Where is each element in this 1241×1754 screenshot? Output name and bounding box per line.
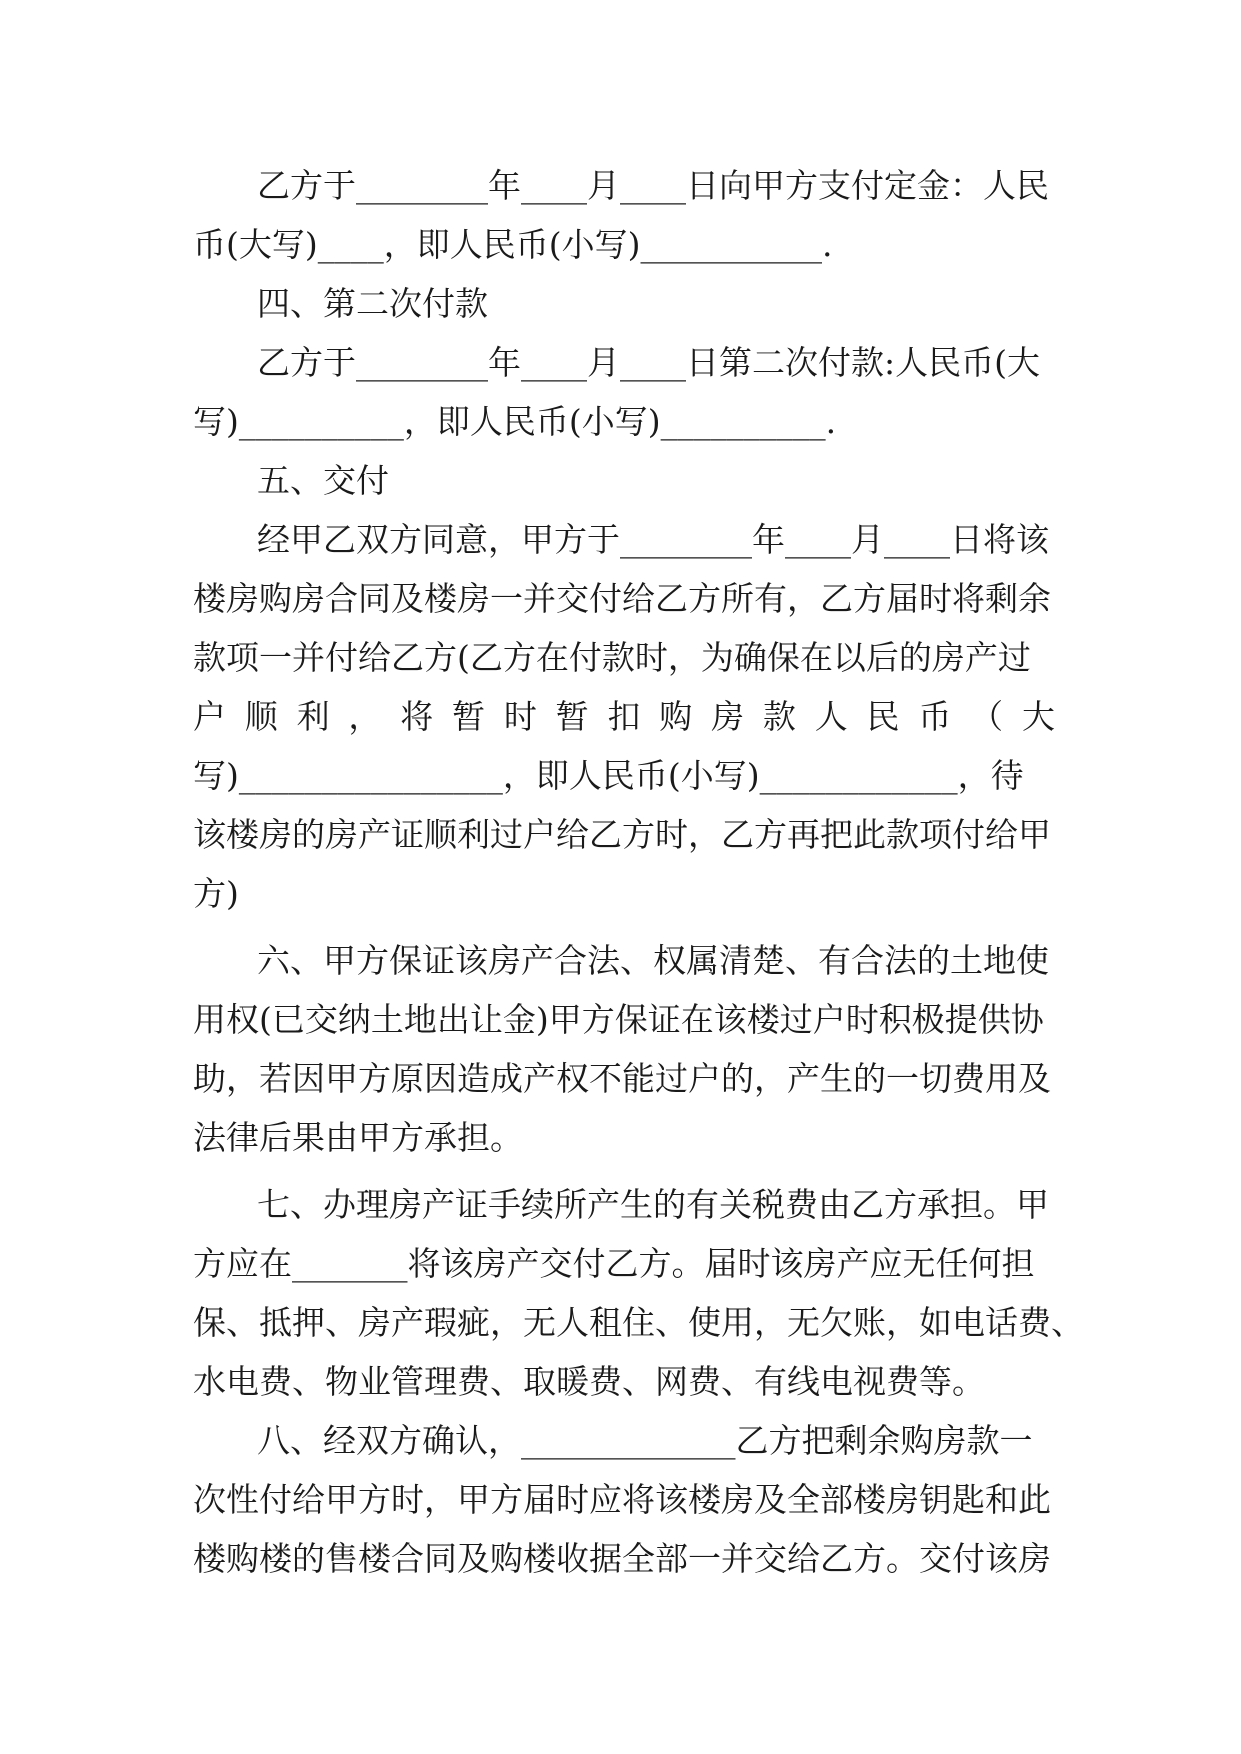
text-line: 写)________________，即人民币(小写)____________，待: [193, 756, 1024, 795]
section-heading: 五、交付: [257, 461, 389, 500]
text-line: 六、甲方保证该房产合法、权属清楚、有合法的土地使: [257, 941, 1049, 980]
text-line: 保、抵押、房产瑕疵，无人租住、使用，无欠账，如电话费、: [193, 1303, 1084, 1342]
text-line: 楼房购房合同及楼房一并交付给乙方所有，乙方届时将剩余: [193, 579, 1051, 618]
text-line: 方): [193, 874, 239, 913]
text-line: 七、办理房产证手续所产生的有关税费由乙方承担。甲: [257, 1185, 1049, 1224]
text-line: 经甲乙双方同意，甲方于________年____月____日将该: [257, 520, 1049, 559]
text-line: 币(大写)____，即人民币(小写)___________.: [193, 225, 833, 264]
text-line: 用权(已交纳土地出让金)甲方保证在该楼过户时积极提供协: [193, 1000, 1044, 1039]
document-page: [193, 156, 1084, 1588]
text-line: 水电费、物业管理费、取暖费、网费、有线电视费等。: [193, 1362, 985, 1401]
text-line: 法律后果由甲方承担。: [193, 1118, 523, 1157]
text-line: 乙方于________年____月____日向甲方支付定金：人民: [257, 166, 1049, 205]
text-line: 户 顺 利 ， 将 暂 时 暂 扣 购 房 款 人 民 币 （ 大: [193, 697, 1055, 736]
text-line: 楼购楼的售楼合同及购楼收据全部一并交给乙方。交付该房: [193, 1539, 1051, 1578]
text-line: 次性付给甲方时，甲方届时应将该楼房及全部楼房钥匙和此: [193, 1480, 1051, 1519]
text-line: 款项一并付给乙方(乙方在付款时，为确保在以后的房产过: [193, 638, 1031, 677]
section-heading: 四、第二次付款: [257, 284, 488, 323]
text-line: 方应在_______将该房产交付乙方。届时该房产应无任何担: [193, 1244, 1035, 1283]
text-line: 助，若因甲方原因造成产权不能过户的，产生的一切费用及: [193, 1059, 1051, 1098]
text-line: 八、经双方确认，_____________乙方把剩余购房款一: [257, 1421, 1033, 1460]
text-line: 写)__________，即人民币(小写)__________.: [193, 402, 837, 441]
text-line: 乙方于________年____月____日第二次付款:人民币(大: [257, 343, 1040, 382]
text-line: 该楼房的房产证顺利过户给乙方时，乙方再把此款项付给甲: [193, 815, 1051, 854]
